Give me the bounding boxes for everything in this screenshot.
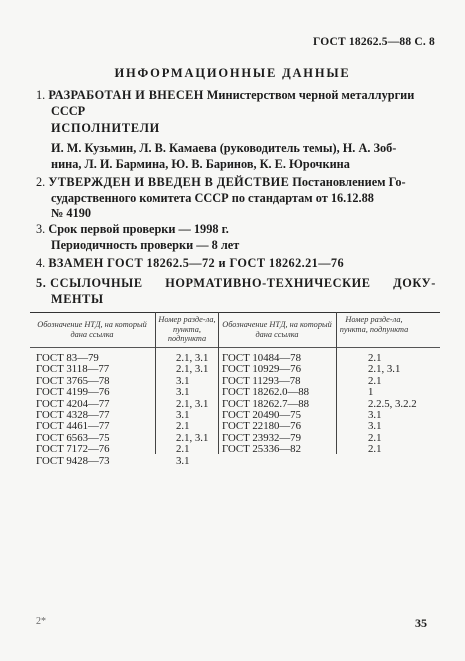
section-1-caption: РАЗРАБОТАН И ВНЕСЕН: [48, 88, 204, 102]
table-cell-section: 2.1: [368, 443, 382, 456]
section-1: [36, 88, 436, 119]
table-cell-section: 2.1, 3.1: [368, 363, 401, 376]
table-header-section-right: Номер разде-ла, пункта, подпункта: [339, 315, 409, 334]
table-cell-designation: ГОСТ 11293—78: [222, 374, 301, 387]
table-cell-designation: ГОСТ 18262.0—88: [222, 386, 310, 399]
section-4-number: 4.: [36, 256, 46, 270]
table-cell-section: 3.1: [176, 409, 190, 421]
section-1-number: 1.: [36, 88, 46, 102]
section-5-line-2: МЕНТЫ: [51, 291, 104, 306]
table-cell-designation: ГОСТ 23932—79: [222, 431, 301, 444]
table-cell-designation: ГОСТ 18262.7—88: [222, 397, 310, 410]
section-4-text: ВЗАМЕН ГОСТ 18262.5—72 и ГОСТ 18262.21—76: [48, 256, 345, 270]
section-5: [36, 276, 436, 307]
section-5-word-1: ССЫЛОЧНЫЕ: [50, 276, 143, 290]
section-2-text: Постановлением Го-: [292, 175, 406, 189]
table-cell-section: 3.1: [368, 420, 382, 433]
table-cell-section: 3.1: [176, 386, 190, 399]
performers-heading: ИСПОЛНИТЕЛИ: [51, 121, 161, 135]
section-3: [36, 222, 436, 253]
table-header-designation-left: Обозначение НТД, на который дана ссылка: [37, 320, 147, 339]
section-1-continuation: СССР: [51, 103, 86, 118]
table-cell-designation: ГОСТ 9428—73: [36, 454, 110, 467]
section-2-caption: УТВЕРЖДЕН И ВВЕДЕН В ДЕЙСТВИЕ: [48, 175, 290, 189]
table-cell-section: 2.1: [176, 420, 190, 433]
table-cell-section: 2.1, 3.1: [176, 397, 209, 410]
table-cell-designation: ГОСТ 4328—77: [36, 409, 110, 421]
page-number: 35: [415, 616, 427, 630]
table-cell-section: 2.1: [368, 374, 382, 387]
standard-reference: ГОСТ 18262.5—88 С. 8: [312, 36, 435, 48]
table-divider-3: [336, 312, 337, 454]
table-header-rule: [30, 347, 440, 348]
table-cell-section: 3.1: [176, 374, 190, 387]
section-5-number: 5.: [36, 276, 47, 290]
section-2-number: 2.: [36, 175, 46, 189]
table-header-section-left: Номер разде-ла, пункта, подпункта: [158, 315, 216, 343]
table-cell-designation: ГОСТ 6563—75: [36, 431, 110, 444]
table-cell-section: 2.1: [368, 352, 382, 364]
table-cell-designation: ГОСТ 20490—75: [222, 409, 301, 421]
performers-list: [51, 140, 436, 172]
table-cell-designation: ГОСТ 3765—78: [36, 374, 110, 387]
section-3-line-1: Срок первой проверки — 1998 г.: [48, 222, 229, 236]
section-2-line-2: сударственного комитета СССР по стандартам от 16.12.88: [51, 190, 374, 205]
signature-mark: 2*: [36, 616, 46, 627]
performers-line-1: И. М. Кузьмин, Л. В. Камаева (руководитель темы), Н. А. Зоб-: [51, 141, 397, 155]
section-1-text: Министерством черной металлургии: [206, 88, 415, 102]
table-cell-section: 3.1: [176, 454, 190, 467]
section-5-word-3: ДОКУ-: [393, 276, 436, 290]
table-cell-designation: ГОСТ 4199—76: [36, 386, 110, 399]
table-divider-2: [218, 312, 219, 454]
section-5-word-2: НОРМАТИВНО-ТЕХНИЧЕСКИЕ: [165, 276, 371, 290]
table-cell-designation: ГОСТ 7172—76: [36, 443, 110, 456]
table-cell-designation: ГОСТ 10929—76: [222, 363, 301, 376]
table-cell-designation: ГОСТ 3118—77: [36, 363, 110, 376]
performers-line-2: нина, Л. И. Бармина, Ю. В. Баринов, К. Е. Юрочкина: [51, 157, 350, 171]
table-cell-section: 2.1, 3.1: [176, 431, 209, 444]
table-cell-section: 1: [368, 386, 374, 399]
section-4: [36, 256, 436, 272]
table-cell-section: 3.1: [368, 409, 382, 421]
table-divider-1: [155, 312, 156, 454]
table-cell-section: 2.1: [176, 443, 190, 456]
table-cell-section: 2.1, 3.1: [176, 352, 209, 364]
table-cell-section: 2.2.5, 3.2.2: [368, 397, 417, 410]
table-cell-designation: ГОСТ 10484—78: [222, 352, 301, 364]
section-2-line-3: № 4190: [51, 206, 92, 220]
table-cell-designation: ГОСТ 83—79: [36, 352, 99, 364]
table-cell-section: 2.1, 3.1: [176, 363, 209, 376]
table-cell-section: 2.1: [368, 431, 382, 444]
section-3-line-2: Периодичность проверки — 8 лет: [51, 237, 240, 252]
section-3-number: 3.: [36, 222, 46, 236]
section-2: [36, 175, 436, 222]
table-cell-designation: ГОСТ 4204—77: [36, 397, 110, 410]
table-header-designation-right: Обозначение НТД, на который дана ссылка: [222, 320, 332, 339]
page-title: ИНФОРМАЦИОННЫЕ ДАННЫЕ: [114, 66, 351, 80]
table-cell-designation: ГОСТ 25336—82: [222, 443, 301, 456]
table-cell-designation: ГОСТ 4461—77: [36, 420, 110, 433]
table-top-rule: [30, 312, 440, 313]
table-cell-designation: ГОСТ 22180—76: [222, 420, 301, 433]
